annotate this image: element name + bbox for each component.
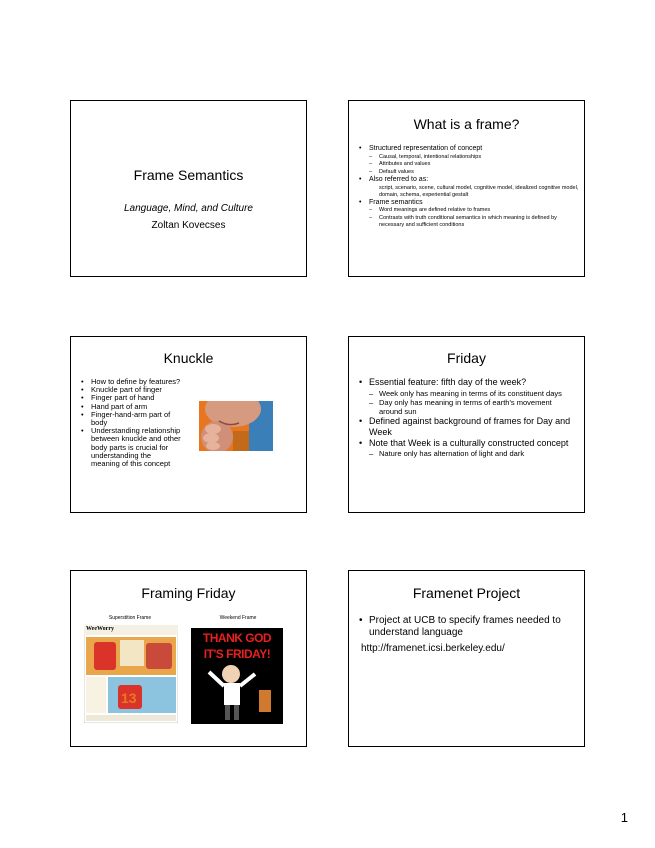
superstition-comic-image [84,625,178,723]
bullet-item: • Finger-hand-arm part of body [81,411,181,427]
page-number: 1 [620,810,628,825]
slide-title-text: Framenet Project [412,585,521,601]
sub-bullet-item: – Default values [369,169,579,177]
slide-framing-friday [70,570,307,747]
sub-bullet-item: – Attributes and values [369,161,579,169]
image-label-weekend: Weekend Frame [219,615,257,621]
sub-bullet-item: – Nature only has alternation of light and dark [369,449,577,458]
bullet-text: Structured representation of concept [369,145,483,152]
slide-knuckle [70,336,307,513]
sub-bullet-item: – Contrasts with truth conditional semantics in which meaning is defined by necessary and sufficient conditions [369,215,579,230]
bullet-item: • Defined against background of frames for Day and Week [359,416,577,438]
svg-text:13: 13 [121,690,137,706]
bullet-item: • How to define by features? [81,378,181,386]
bullet-item: • Project at UCB to specify frames needed to understand language [359,615,577,639]
bullet-item: • Finger part of hand [81,394,181,402]
bullet-text: Also referred to as: [369,176,429,183]
weekend-image [191,628,283,724]
knuckle-photo [199,401,273,451]
comic-logo: WeeWorry [86,626,114,632]
bullet-text: Note that Week is a culturally constructed concept [369,438,569,448]
bullet-text: Frame semantics [369,198,423,206]
bullet-item [359,199,579,230]
cartoon-man-illustration [191,662,283,724]
slide-title-text: Friday [447,350,486,366]
slide-title-text: What is a frame? [413,116,520,132]
weekend-text-line2: IT'S FRIDAY! [203,647,271,661]
bullet-subtext: script, scenario, scene, cultural model, cognitive model, idealized cognitive model, domain, schema, experiential gestalt [379,184,579,198]
bullet-text: Essential feature: fifth day of the week? [369,377,527,387]
bullet-item: • Understanding relationship between knuckle and other body parts is crucial for understanding the meaning of this concept [81,427,181,468]
framenet-url[interactable]: http://framenet.icsi.berkeley.edu/ [361,643,505,654]
bullet-item [359,377,577,416]
slide-friday [348,336,585,513]
slide-title-text: Framing Friday [141,585,236,601]
bullet-item: • Hand part of arm [81,403,181,411]
sub-bullet-item: – Word meanings are defined relative to frames [369,207,579,215]
bullet-item [359,145,579,176]
slide-subtitle: Language, Mind, and Culture [124,203,253,214]
slide-title [70,100,307,277]
bullet-item [359,438,577,458]
image-label-superstition: Superstition Frame [108,615,152,621]
slide-title-text: Knuckle [163,350,214,366]
sub-bullet-item: – Week only has meaning in terms of its constituent days [369,389,577,398]
slide-title-text: Frame Semantics [133,167,244,183]
sub-bullet-item: – Causal, temporal, intentional relationships [369,154,579,162]
sub-bullet-item: – Day only has meaning in terms of earth's movement around sun [369,398,577,416]
slide-what-is-a-frame [348,100,585,277]
slide-author: Zoltan Kovecses [151,220,226,231]
weekend-text-line1: THANK GOD [202,631,272,645]
bullet-item: • Knuckle part of finger [81,386,181,394]
slide-framenet-project [348,570,585,747]
bullet-item [359,176,579,199]
